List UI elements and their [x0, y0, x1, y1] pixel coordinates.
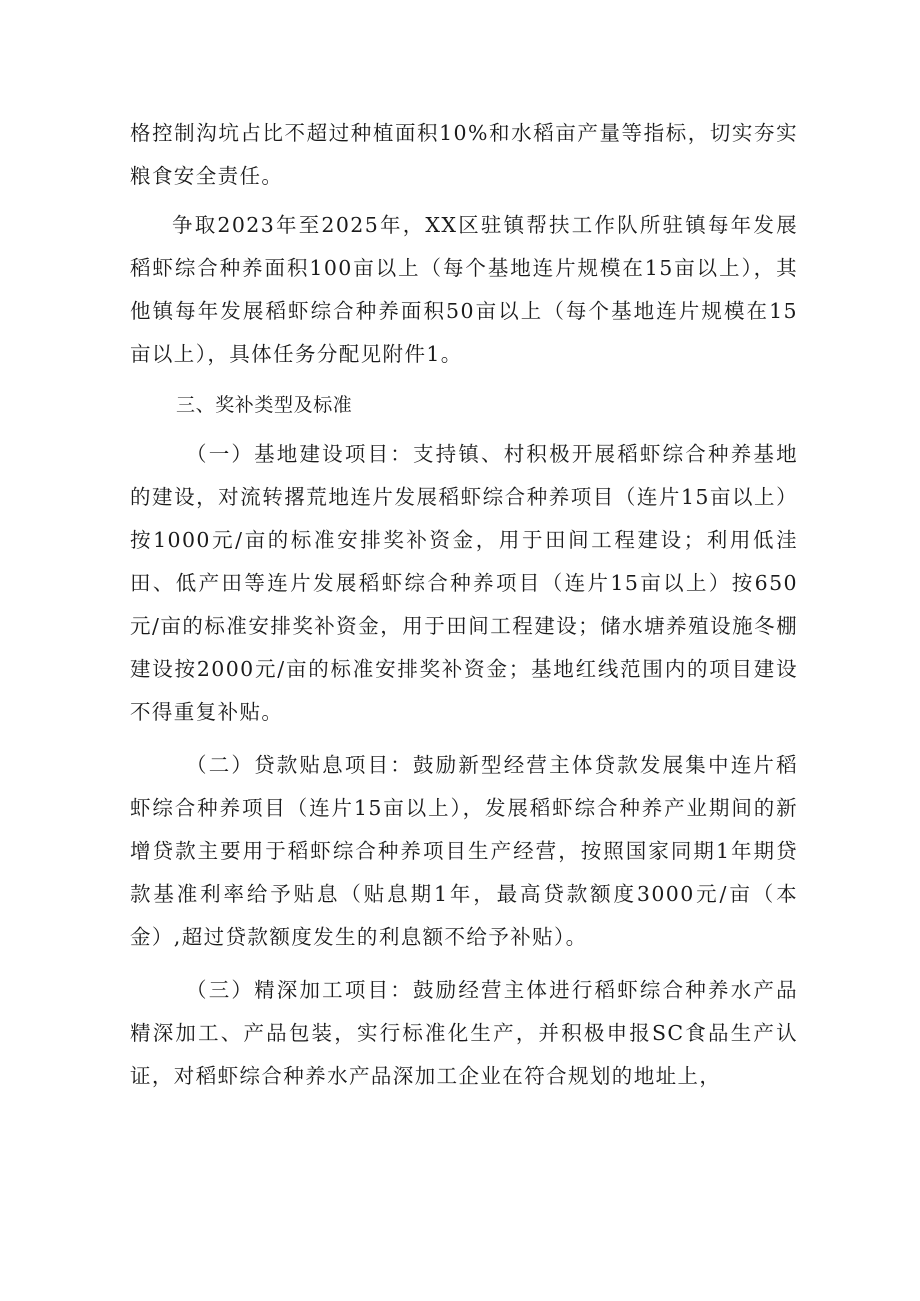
paragraph-continuation: 格控制沟坑占比不超过种植面积10%和水稻亩产量等指标，切实夯实粮食安全责任。	[130, 121, 798, 188]
paragraph-deep-processing: （三）精深加工项目：鼓励经营主体进行稻虾综合种养水产品精深加工、产品包装，实行标准化生产，并积极申报SC食品生产认证，对稻虾综合种养水产品深加工企业在符合规划的地址上，	[130, 978, 798, 1088]
paragraph-target: 争取2023年至2025年，XX区驻镇帮扶工作队所驻镇每年发展稻虾综合种养面积100亩以上（每个基地连片规模在15亩以上），其他镇每年发展稻虾综合种养面积50亩以上（每个基地连片规模在15亩以上），具体任务分配见附件1。	[130, 213, 798, 366]
section-heading: 三、奖补类型及标准	[176, 394, 353, 416]
paragraph-base-construction: （一）基地建设项目：支持镇、村积极开展稻虾综合种养基地的建设，对流转撂荒地连片发展稻虾综合种养项目（连片15亩以上）按1000元/亩的标准安排奖补资金，用于田间工程建设；利用低洼田、低产田等连片发展稻虾综合种养项目（连片15亩以上）按650元/亩的标准安排奖补资金，用于田间工程建设；储水塘养殖设施冬棚建设按2000元/亩的标准安排奖补资金；基地红线范围内的项目建设不得重复补贴。	[130, 442, 798, 724]
paragraph-loan-subsidy: （二）贷款贴息项目：鼓励新型经营主体贷款发展集中连片稻虾综合种养项目（连片15亩以上），发展稻虾综合种养产业期间的新增贷款主要用于稻虾综合种养项目生产经营，按照国家同期1年期贷款基准利率给予贴息（贴息期1年，最高贷款额度3000元/亩（本金）,超过贷款额度发生的利息额不给予补贴）。	[130, 753, 798, 949]
document-body	[130, 112, 798, 1098]
